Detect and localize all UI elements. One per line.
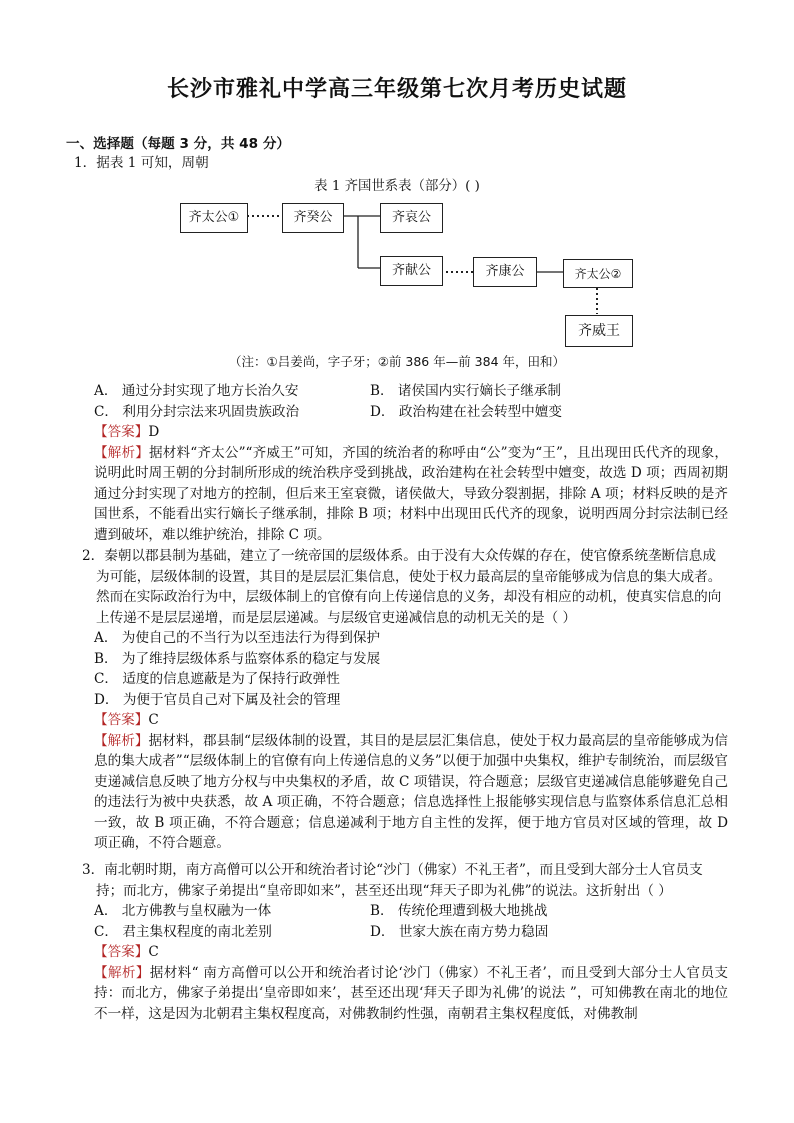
answer-line: [74, 422, 728, 443]
question-2-stem: 2．秦朝以郡县制为基础，建立了一统帝国的层级体系。由于没有大众传媒的存在，使官僚系统垄断信息成为可能，层级体制的设置，其目的是层层汇集信息，使处于权力最高层的皇帝能够成为信息的集大成者。然而在实际政治行为中，层级体制上的官僚有向上传递信息的义务，却没有相应的动机，使真实信息的向上传递不是层层递增，而是层层递减。与层级官吏递减信息的动机无关的是（ ）: [82, 548, 722, 626]
page-title: 长沙市雅礼中学高三年级第七次月考历史试题: [166, 77, 627, 102]
answer-label: 【答案】: [94, 944, 149, 960]
analysis-text: 【解析】据材料“ 南方高僧可以公开和统治者讨论‘沙门（佛家）不礼王者’，而且受到大部分士人官员支持：而北方，佛家子弟提出‘皇帝即如来’，甚至还出现‘拜天子即为礼佛’的说法 ”，可知佛教在南北的地位不一样，这是因为北朝君主集权程度高，对佛教制约性强，南朝君主集权程度低，对佛教制: [94, 964, 728, 1022]
option-c: C． 利用分封宗法来巩固贵族政治: [94, 403, 300, 420]
answer-line: [74, 942, 728, 963]
tree-node-qi-taigong-1: 齐太公①: [180, 203, 248, 233]
tree-node-qi-xiangong: 齐献公: [380, 256, 443, 286]
analysis-label: 【解析】: [94, 732, 149, 749]
analysis-label: 【解析】: [94, 964, 150, 981]
tree-node-qi-aigong: 齐哀公: [380, 203, 443, 233]
analysis-text: 【解析】据材料“齐太公”“齐威王”可知，齐国的统治者的称呼由“公”变为“王”，且出现田氏代齐的现象，说明此时周王朝的分封制所形成的统治秩序受到挑战，政治建构在社会转型中嬗变，故选 D 项；西周初期通过分封实现了对地方的控制，但后来王室衰微，诸侯做大，导致分裂割据，排除 A 项；材料反映的是齐国世系，不能看出实行嫡长子继承制，排除 B 项；材料中出现田氏代齐的现象，说明西周分封宗法制已经遭到破坏，难以维护统治，排除 C 项。: [94, 444, 729, 543]
answer-label: 【答案】: [94, 424, 149, 440]
tree-node-qi-kanggong: 齐康公: [473, 257, 537, 287]
question-3: [74, 860, 728, 1024]
answer-value: D: [148, 424, 160, 440]
options-row-cd: [74, 922, 728, 943]
option-b: B． 为了维持层级体系与监察体系的稳定与发展: [94, 650, 381, 667]
table-caption: 表 1 齐国世系表（部分）( ): [314, 179, 480, 194]
tree-note: （注：①吕姜尚，字子牙；②前 386 年—前 384 年，田和）: [228, 354, 566, 369]
options-row-cd: [74, 402, 728, 423]
tree-node-qi-taigong-2: 齐太公②: [563, 259, 633, 288]
answer-label: 【答案】: [94, 712, 149, 728]
analysis-text: 【解析】据材料，郡县制“层级体制的设置，其目的是层层汇集信息，使处于权力最高层的皇帝能够成为信息的集大成者”“层级体制上的官僚有向上传递信息的义务”以便于加强中央集权，维护专制统治，而层级官吏递减信息反映了地方分权与中央集权的矛盾，故 C 项错误，符合题意；层级官吏递减信息能够避免自己的违法行为被中央获悉，故 A 项正确，不符合题意；信息选择性上报能够实现信息与监察体系信息汇总相一致，故 B 项正确，不符合题意；信息递减利于地方自主性的发挥，便于地方官员对区域的管理，故 D 项正确，不符合题意。: [94, 732, 728, 851]
question-1-body: [74, 381, 728, 545]
question-2: [74, 546, 728, 854]
option-d: D． 世家大族在南方势力稳固: [370, 923, 549, 940]
tree-node-qi-weiwang: 齐威王: [565, 315, 633, 347]
options-row-ab: [74, 901, 728, 922]
option-a: A． 北方佛教与皇权融为一体: [94, 903, 272, 919]
question-1-stem: 1．据表 1 可知，周朝: [74, 155, 209, 171]
option-d: D． 为便于官员自己对下属及社会的管理: [94, 691, 341, 708]
option-b: B． 诸侯国内实行嫡长子继承制: [370, 383, 562, 399]
options-row-ab: [74, 381, 728, 402]
option-c: C． 君主集权程度的南北差别: [94, 923, 272, 940]
option-b: B． 传统伦理遭到极大地挑战: [370, 903, 548, 919]
tree-node-qi-guigong: 齐癸公: [282, 203, 344, 233]
question-3-stem: 3．南北朝时期，南方高僧可以公开和统治者讨论“沙门（佛家）不礼王者”，而且受到大部分士人官员支持；而北方，佛家子弟提出“皇帝即如来”，甚至还出现“拜天子即为礼佛”的说法。这折射出（ ）: [82, 862, 703, 899]
option-a: A． 通过分封实现了地方长治久安: [94, 383, 299, 399]
option-d: D． 政治构建在社会转型中嬗变: [370, 403, 562, 420]
answer-value: C: [148, 944, 159, 960]
analysis-label: 【解析】: [94, 444, 149, 461]
option-a: A． 为使自己的不当行为以至违法行为得到保护: [94, 630, 381, 646]
answer-value: C: [148, 712, 159, 728]
section-heading: 一、选择题（每题 3 分，共 48 分）: [66, 136, 291, 152]
answer-line: [74, 710, 728, 731]
option-c: C． 适度的信息遮蔽是为了保持行政弹性: [94, 671, 340, 687]
